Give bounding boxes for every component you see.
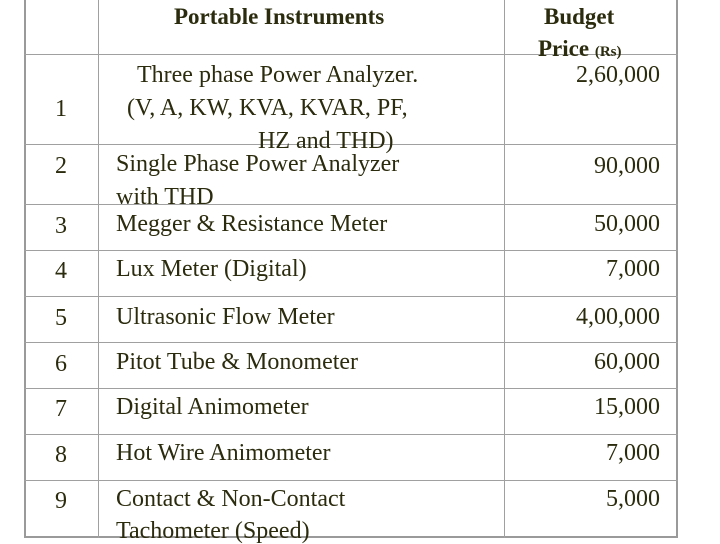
row-divider: [24, 434, 678, 435]
price-unit: (Rs): [594, 44, 622, 60]
row-divider: [24, 296, 678, 297]
budget-price: 7,000: [606, 440, 660, 466]
budget-price: 90,000: [594, 153, 660, 179]
instrument-name: Pitot Tube & Monometer: [116, 349, 359, 375]
row-number: 5: [55, 305, 67, 331]
budget-price: 7,000: [606, 256, 660, 282]
instrument-name: Contact & Non-Contact: [116, 486, 346, 512]
instrument-name: Digital Animometer: [116, 394, 309, 420]
row-number: 6: [55, 351, 67, 377]
instrument-name: (V, A, KW, KVA, KVAR, PF,: [127, 95, 408, 121]
instrument-name: Hot Wire Animometer: [116, 440, 331, 466]
instrument-name: Megger & Resistance Meter: [116, 211, 388, 237]
instrument-name: Single Phase Power Analyzer: [116, 151, 400, 177]
instrument-name: with THD: [116, 184, 214, 210]
column-divider: [504, 0, 505, 538]
instrument-name: HZ and THD): [258, 128, 394, 154]
instruments-table: [24, 0, 678, 544]
budget-price: 15,000: [594, 394, 660, 420]
row-divider: [24, 480, 678, 481]
instrument-name: Tachometer (Speed): [116, 518, 310, 544]
budget-price: 4,00,000: [576, 304, 660, 330]
instrument-name: Lux Meter (Digital): [116, 256, 307, 282]
table-border-right: [676, 0, 678, 538]
column-header-price: [538, 36, 622, 65]
row-number: 4: [55, 258, 67, 284]
budget-price: 2,60,000: [576, 62, 660, 88]
budget-price: 60,000: [594, 349, 660, 375]
price-label: Price: [538, 36, 590, 61]
column-divider: [98, 0, 99, 538]
row-divider: [24, 342, 678, 343]
row-number: 8: [55, 442, 67, 468]
budget-price: 5,000: [606, 486, 660, 512]
row-number: 7: [55, 396, 67, 422]
row-divider: [24, 250, 678, 251]
row-divider: [24, 388, 678, 389]
row-number: 3: [55, 213, 67, 239]
instrument-name: Ultrasonic Flow Meter: [116, 304, 335, 330]
column-header-budget: Budget: [544, 4, 615, 29]
row-number: 2: [55, 153, 67, 179]
instrument-name: Three phase Power Analyzer.: [137, 62, 419, 88]
column-header-instruments: Portable Instruments: [174, 4, 385, 29]
budget-price: 50,000: [594, 211, 660, 237]
row-number: 1: [55, 96, 67, 122]
row-number: 9: [55, 488, 67, 514]
